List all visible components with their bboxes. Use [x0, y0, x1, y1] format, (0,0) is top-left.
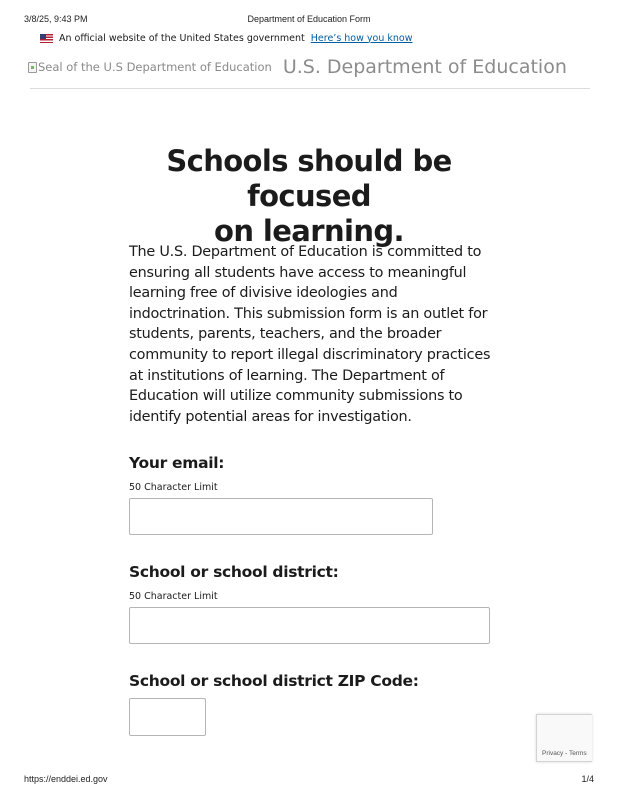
print-page-number: 1/4 — [581, 774, 594, 784]
heres-how-you-know-link[interactable]: Here’s how you know — [310, 32, 413, 44]
seal-image-link[interactable] — [28, 60, 272, 74]
print-header — [24, 14, 594, 26]
recaptcha-privacy-link[interactable]: Privacy — [542, 750, 564, 757]
print-footer — [24, 774, 594, 786]
recaptcha-terms-link[interactable]: Terms — [568, 750, 587, 757]
school-hint: 50 Character Limit — [129, 591, 218, 602]
recaptcha-badge[interactable] — [536, 714, 592, 762]
page-title — [100, 144, 518, 249]
school-label: School or school district: — [129, 563, 339, 581]
print-url: https://enddei.ed.gov — [24, 774, 108, 784]
email-label: Your email: — [129, 454, 225, 472]
broken-image-icon — [28, 62, 37, 73]
print-page-title: Department of Education Form — [247, 14, 371, 24]
zip-input[interactable] — [129, 698, 206, 736]
page-title-line-1: Schools should be focused — [166, 144, 452, 213]
email-hint: 50 Character Limit — [129, 482, 218, 493]
school-input[interactable] — [129, 607, 490, 644]
recaptcha-links — [542, 750, 587, 757]
recaptcha-separator: - — [563, 750, 569, 757]
print-datetime: 3/8/25, 9:43 PM — [24, 14, 88, 24]
header-divider — [30, 88, 590, 89]
official-website-text: An official website of the United States government — [59, 32, 305, 44]
us-flag-icon — [40, 34, 53, 43]
intro-paragraph: The U.S. Department of Education is committed to ensuring all students have access to meaningful learning free of divisive ideologies and indoctrination. This submission form is an outlet for students, parents, teachers, and the broader community to report illegal discriminatory practices at institutions of learning. The Department of Education will utilize community submissions to identify potential areas for investigation. — [129, 244, 491, 425]
site-header — [28, 54, 590, 80]
gov-banner — [40, 31, 413, 45]
page-title-line-2: on learning. — [214, 214, 404, 248]
site-name-link[interactable]: U.S. Department of Education — [282, 56, 567, 78]
email-input[interactable] — [129, 498, 433, 535]
seal-alt-text: Seal of the U.S Department of Education — [38, 60, 272, 74]
zip-label: School or school district ZIP Code: — [129, 672, 419, 690]
